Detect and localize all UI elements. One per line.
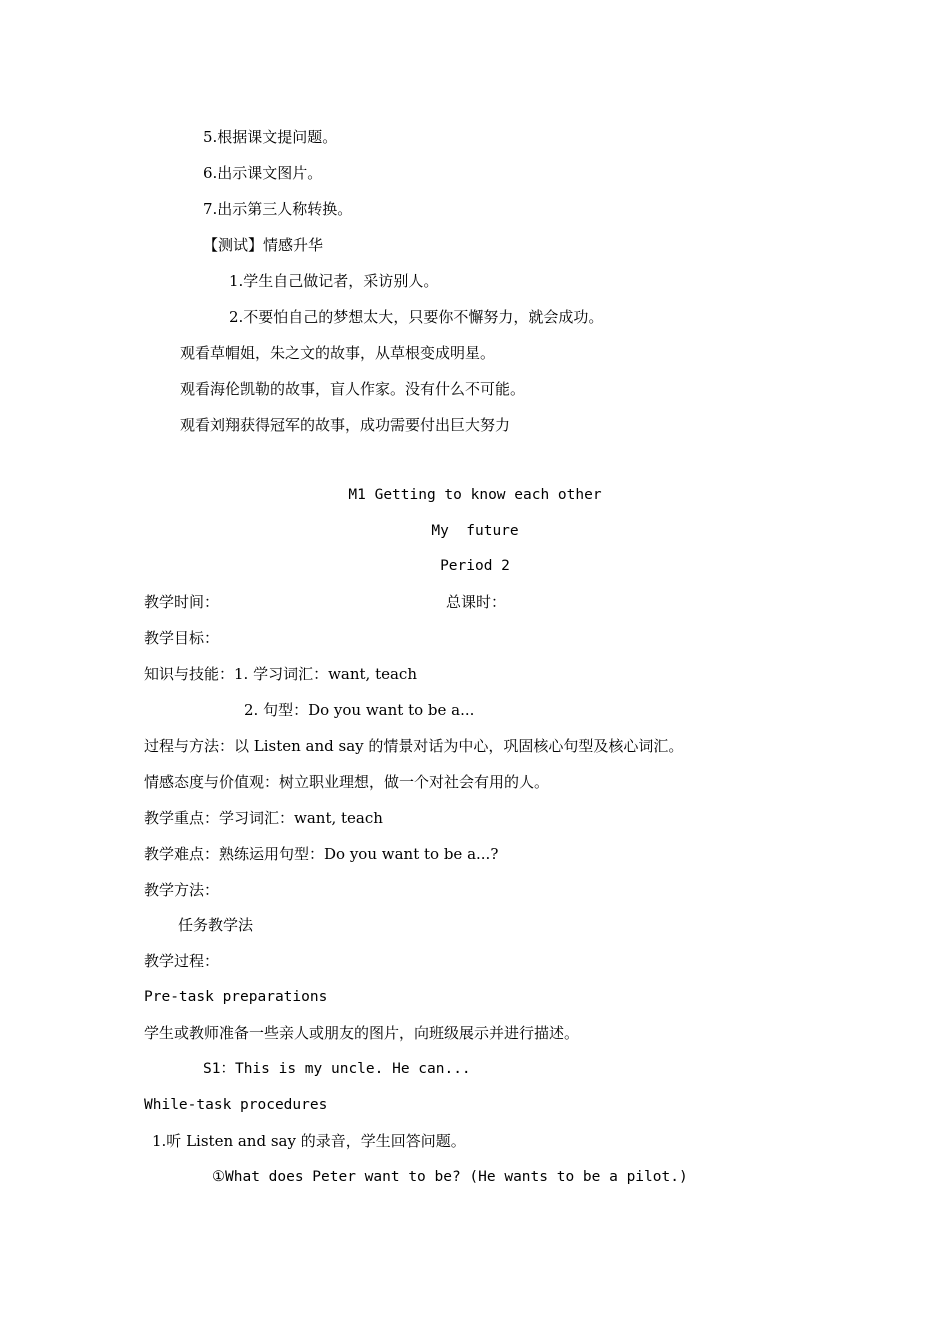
method-label: 教学方法： (144, 881, 220, 899)
objectives-label: 教学目标： (144, 629, 220, 647)
process-label: 教学过程： (144, 952, 220, 970)
while-task-question-1: ①What does Peter want to be? (He wants to be a pilot.) (212, 1169, 688, 1185)
process-method: 过程与方法：以 Listen and say 的情景对话为中心，巩固核心句型及核心词汇。 (144, 737, 684, 755)
story-1: 观看草帽姐，朱之文的故事，从草根变成明星。 (180, 344, 496, 362)
while-task-heading: While-task procedures (144, 1097, 328, 1113)
pre-task-description: 学生或教师准备一些亲人或朋友的图片，向班级展示并进行描述。 (144, 1024, 580, 1042)
test-item-2: 2.不要怕自己的梦想太大，只要你不懈努力，就会成功。 (229, 308, 604, 326)
difficulty: 教学难点：熟练运用句型：Do you want to be a...? (144, 845, 499, 863)
step-5: 5.根据课文提问题。 (203, 128, 338, 146)
story-3: 观看刘翔获得冠军的故事，成功需要付出巨大努力 (180, 416, 511, 434)
teaching-time-label: 教学时间： (144, 593, 220, 611)
total-periods-label: 总课时： (446, 593, 507, 611)
step-6: 6.出示课文图片。 (203, 164, 323, 182)
attitude-values: 情感态度与价值观：树立职业理想，做一个对社会有用的人。 (144, 773, 550, 791)
method-value: 任务教学法 (178, 916, 254, 934)
step-7: 7.出示第三人称转换。 (203, 200, 353, 218)
pre-task-example: S1：This is my uncle. He can... (203, 1061, 471, 1077)
story-2: 观看海伦凯勒的故事，盲人作家。没有什么不可能。 (180, 380, 526, 398)
unit-title: My future (431, 523, 519, 539)
knowledge-line-1: 知识与技能：1. 学习词汇：want, teach (144, 665, 417, 683)
pre-task-heading: Pre-task preparations (144, 989, 328, 1005)
while-task-step-1: 1.听 Listen and say 的录音，学生回答问题。 (152, 1132, 466, 1150)
key-point: 教学重点：学习词汇：want, teach (144, 809, 383, 827)
knowledge-line-2: 2. 句型：Do you want to be a... (244, 701, 475, 719)
test-item-1: 1.学生自己做记者，采访别人。 (229, 272, 439, 290)
module-title: M1 Getting to know each other (348, 487, 602, 503)
test-heading: 【测试】情感升华 (203, 236, 324, 254)
period-title: Period 2 (440, 558, 510, 574)
